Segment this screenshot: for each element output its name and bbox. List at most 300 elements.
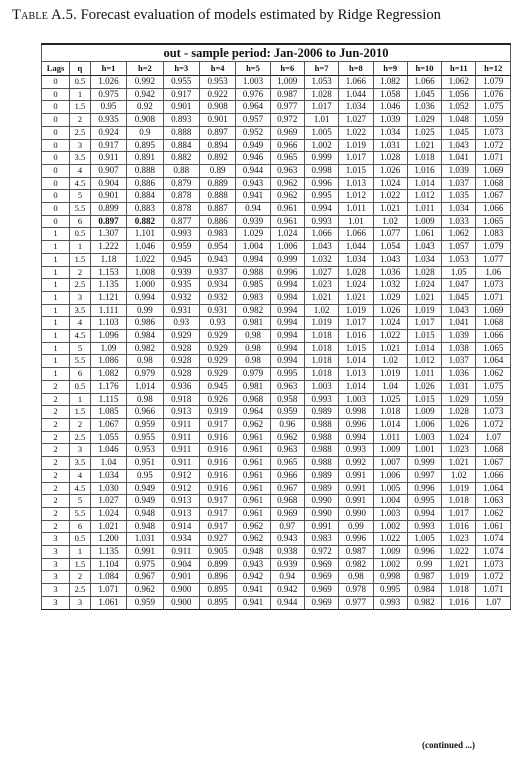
- value-cell: 0.901: [163, 101, 199, 114]
- table-row: [42, 88, 511, 101]
- value-cell: 1.017: [442, 507, 476, 520]
- value-cell: 1.101: [127, 228, 163, 241]
- table-row: [42, 444, 511, 457]
- eta-cell: 0.5: [70, 533, 91, 546]
- value-cell: 1.012: [407, 355, 441, 368]
- value-cell: 1.017: [339, 152, 373, 165]
- value-cell: 1.039: [373, 114, 407, 127]
- eta-cell: 5.5: [70, 203, 91, 216]
- value-cell: 0.896: [199, 571, 235, 584]
- forecast-table: [41, 43, 511, 610]
- value-cell: 1.06: [476, 266, 511, 279]
- value-cell: 0.992: [127, 76, 163, 89]
- value-cell: 0.949: [127, 482, 163, 495]
- value-cell: 1.01: [304, 114, 338, 127]
- eta-cell: 2.5: [70, 584, 91, 597]
- continued-note: (continued ...): [421, 740, 475, 750]
- value-cell: 1.065: [476, 342, 511, 355]
- value-cell: 0.879: [163, 177, 199, 190]
- table-row: [42, 304, 511, 317]
- value-cell: 0.959: [127, 418, 163, 431]
- value-cell: 0.945: [199, 380, 235, 393]
- lags-cell: 0: [42, 152, 70, 165]
- value-cell: 0.911: [163, 444, 199, 457]
- value-cell: 0.891: [127, 152, 163, 165]
- value-cell: 1.200: [90, 533, 126, 546]
- value-cell: 1.012: [407, 190, 441, 203]
- value-cell: 1.082: [373, 76, 407, 89]
- table-label: Table A.5.: [12, 7, 77, 23]
- value-cell: 0.972: [304, 546, 338, 559]
- table-row: [42, 330, 511, 343]
- value-cell: 0.954: [199, 241, 235, 254]
- lags-cell: 1: [42, 355, 70, 368]
- eta-cell: 1: [70, 88, 91, 101]
- value-cell: 0.97: [270, 520, 304, 533]
- value-cell: 0.917: [199, 495, 235, 508]
- value-cell: 0.888: [199, 190, 235, 203]
- value-cell: 1.024: [407, 279, 441, 292]
- value-cell: 0.984: [407, 584, 441, 597]
- value-cell: 1.034: [373, 126, 407, 139]
- value-cell: 0.975: [127, 558, 163, 571]
- value-cell: 0.993: [304, 215, 338, 228]
- column-header-row: [42, 62, 511, 76]
- value-cell: 0.942: [236, 571, 270, 584]
- lags-cell: 1: [42, 330, 70, 343]
- value-cell: 1.072: [476, 139, 511, 152]
- value-cell: 0.98: [339, 571, 373, 584]
- value-cell: 0.990: [339, 507, 373, 520]
- value-cell: 0.913: [163, 406, 199, 419]
- eta-cell: 3.5: [70, 304, 91, 317]
- value-cell: 0.912: [163, 482, 199, 495]
- value-cell: 0.972: [270, 114, 304, 127]
- value-cell: 0.884: [127, 190, 163, 203]
- value-cell: 1.006: [407, 418, 441, 431]
- value-cell: 1.071: [476, 584, 511, 597]
- value-cell: 1.036: [407, 101, 441, 114]
- value-cell: 0.93: [199, 317, 235, 330]
- eta-cell: 2: [70, 114, 91, 127]
- value-cell: 0.997: [407, 469, 441, 482]
- value-cell: 1.053: [304, 76, 338, 89]
- value-cell: 0.975: [90, 88, 126, 101]
- value-cell: 0.988: [304, 457, 338, 470]
- value-cell: 1.061: [476, 520, 511, 533]
- value-cell: 0.895: [127, 139, 163, 152]
- value-cell: 0.969: [270, 126, 304, 139]
- value-cell: 1.022: [127, 253, 163, 266]
- table-row: [42, 558, 511, 571]
- value-cell: 1.013: [339, 368, 373, 381]
- value-cell: 0.895: [199, 596, 235, 609]
- value-cell: 1.071: [476, 291, 511, 304]
- column-header: h=6: [270, 62, 304, 76]
- value-cell: 1.034: [339, 253, 373, 266]
- table-row: [42, 342, 511, 355]
- lags-cell: 3: [42, 558, 70, 571]
- eta-cell: 2: [70, 571, 91, 584]
- value-cell: 1.072: [476, 418, 511, 431]
- column-header: h=5: [236, 62, 270, 76]
- value-cell: 1.096: [90, 330, 126, 343]
- value-cell: 1.057: [442, 241, 476, 254]
- value-cell: 0.917: [90, 139, 126, 152]
- lags-cell: 3: [42, 584, 70, 597]
- value-cell: 1.031: [127, 533, 163, 546]
- value-cell: 1.009: [373, 546, 407, 559]
- value-cell: 0.882: [163, 152, 199, 165]
- value-cell: 0.994: [270, 330, 304, 343]
- value-cell: 0.895: [199, 584, 235, 597]
- column-header: h=1: [90, 62, 126, 76]
- value-cell: 1.02: [373, 355, 407, 368]
- value-cell: 1.062: [442, 228, 476, 241]
- value-cell: 0.962: [127, 584, 163, 597]
- lags-cell: 3: [42, 533, 70, 546]
- value-cell: 0.963: [270, 444, 304, 457]
- value-cell: 1.075: [476, 101, 511, 114]
- value-cell: 0.982: [236, 304, 270, 317]
- value-cell: 0.994: [339, 431, 373, 444]
- value-cell: 1.064: [476, 482, 511, 495]
- value-cell: 0.964: [236, 406, 270, 419]
- value-cell: 0.942: [270, 584, 304, 597]
- value-cell: 1.018: [304, 330, 338, 343]
- value-cell: 0.932: [163, 291, 199, 304]
- eta-cell: 5: [70, 342, 91, 355]
- column-header: h=11: [442, 62, 476, 76]
- value-cell: 1.026: [373, 304, 407, 317]
- value-cell: 0.912: [163, 469, 199, 482]
- value-cell: 0.995: [304, 190, 338, 203]
- value-cell: 0.989: [304, 469, 338, 482]
- value-cell: 0.996: [407, 546, 441, 559]
- value-cell: 0.963: [270, 164, 304, 177]
- value-cell: 1.066: [476, 469, 511, 482]
- value-cell: 0.934: [199, 279, 235, 292]
- value-cell: 0.928: [163, 355, 199, 368]
- value-cell: 0.942: [127, 88, 163, 101]
- value-cell: 0.964: [236, 101, 270, 114]
- lags-cell: 2: [42, 444, 70, 457]
- value-cell: 0.965: [270, 457, 304, 470]
- value-cell: 0.961: [236, 469, 270, 482]
- table-row: [42, 520, 511, 533]
- value-cell: 0.926: [199, 393, 235, 406]
- value-cell: 0.952: [236, 126, 270, 139]
- value-cell: 0.911: [163, 457, 199, 470]
- value-cell: 1.023: [442, 444, 476, 457]
- value-cell: 0.911: [163, 418, 199, 431]
- value-cell: 1.016: [339, 330, 373, 343]
- value-cell: 0.939: [270, 558, 304, 571]
- value-cell: 1.011: [407, 368, 441, 381]
- value-cell: 0.948: [236, 546, 270, 559]
- value-cell: 1.003: [304, 380, 338, 393]
- value-cell: 1.038: [442, 342, 476, 355]
- value-cell: 1.005: [373, 482, 407, 495]
- value-cell: 1.067: [476, 190, 511, 203]
- value-cell: 0.959: [270, 406, 304, 419]
- value-cell: 1.021: [407, 291, 441, 304]
- value-cell: 0.979: [236, 368, 270, 381]
- value-cell: 0.962: [236, 520, 270, 533]
- value-cell: 0.907: [90, 164, 126, 177]
- value-cell: 1.024: [373, 317, 407, 330]
- value-cell: 0.894: [199, 139, 235, 152]
- eta-cell: 6: [70, 368, 91, 381]
- value-cell: 1.045: [442, 291, 476, 304]
- lags-cell: 2: [42, 457, 70, 470]
- value-cell: 1.045: [407, 88, 441, 101]
- table-row: [42, 431, 511, 444]
- value-cell: 1.022: [442, 546, 476, 559]
- eta-cell: 4.5: [70, 330, 91, 343]
- value-cell: 0.977: [270, 101, 304, 114]
- value-cell: 1.083: [476, 228, 511, 241]
- value-cell: 1.072: [476, 571, 511, 584]
- value-cell: 1.016: [442, 520, 476, 533]
- value-cell: 1.028: [407, 266, 441, 279]
- value-cell: 0.99: [407, 558, 441, 571]
- value-cell: 0.893: [163, 114, 199, 127]
- value-cell: 1.014: [339, 355, 373, 368]
- value-cell: 1.082: [90, 368, 126, 381]
- value-cell: 1.014: [373, 418, 407, 431]
- value-cell: 0.966: [270, 469, 304, 482]
- value-cell: 1.066: [407, 76, 441, 89]
- value-cell: 1.066: [304, 228, 338, 241]
- table-row: [42, 241, 511, 254]
- value-cell: 1.004: [236, 241, 270, 254]
- value-cell: 0.899: [90, 203, 126, 216]
- value-cell: 1.017: [304, 101, 338, 114]
- value-cell: 1.004: [373, 495, 407, 508]
- value-cell: 0.958: [270, 393, 304, 406]
- value-cell: 0.983: [304, 533, 338, 546]
- value-cell: 0.991: [339, 495, 373, 508]
- value-cell: 0.941: [236, 190, 270, 203]
- value-cell: 1.019: [304, 317, 338, 330]
- value-cell: 0.905: [199, 546, 235, 559]
- value-cell: 0.935: [90, 114, 126, 127]
- value-cell: 0.993: [304, 393, 338, 406]
- value-cell: 0.961: [270, 215, 304, 228]
- value-cell: 1.009: [407, 215, 441, 228]
- eta-cell: 2.5: [70, 431, 91, 444]
- value-cell: 0.944: [270, 596, 304, 609]
- value-cell: 1.009: [373, 444, 407, 457]
- value-cell: 0.983: [199, 228, 235, 241]
- value-cell: 0.916: [199, 444, 235, 457]
- lags-cell: 0: [42, 203, 70, 216]
- eta-cell: 4.5: [70, 482, 91, 495]
- column-header: h=10: [407, 62, 441, 76]
- column-header: η: [70, 62, 91, 76]
- value-cell: 1.074: [476, 533, 511, 546]
- table-row: [42, 253, 511, 266]
- value-cell: 0.981: [236, 317, 270, 330]
- value-cell: 0.916: [199, 431, 235, 444]
- value-cell: 0.917: [199, 520, 235, 533]
- value-cell: 0.897: [199, 126, 235, 139]
- value-cell: 1.011: [339, 203, 373, 216]
- value-cell: 1.02: [442, 469, 476, 482]
- value-cell: 1.068: [476, 317, 511, 330]
- value-cell: 0.916: [199, 469, 235, 482]
- value-cell: 1.111: [90, 304, 126, 317]
- value-cell: 1.018: [304, 355, 338, 368]
- value-cell: 1.027: [90, 495, 126, 508]
- value-cell: 1.027: [304, 266, 338, 279]
- value-cell: 1.013: [339, 177, 373, 190]
- value-cell: 0.994: [270, 291, 304, 304]
- value-cell: 0.962: [236, 533, 270, 546]
- value-cell: 0.953: [127, 444, 163, 457]
- lags-cell: 1: [42, 279, 70, 292]
- value-cell: 1.029: [373, 291, 407, 304]
- value-cell: 0.936: [163, 380, 199, 393]
- value-cell: 0.961: [236, 444, 270, 457]
- value-cell: 1.022: [373, 533, 407, 546]
- value-cell: 0.984: [127, 330, 163, 343]
- value-cell: 0.987: [270, 88, 304, 101]
- value-cell: 1.066: [476, 330, 511, 343]
- value-cell: 1.073: [476, 406, 511, 419]
- value-cell: 0.882: [127, 215, 163, 228]
- value-cell: 1.018: [304, 368, 338, 381]
- value-cell: 1.007: [373, 457, 407, 470]
- value-cell: 1.026: [442, 418, 476, 431]
- value-cell: 1.021: [304, 291, 338, 304]
- value-cell: 1.067: [90, 418, 126, 431]
- table-row: [42, 152, 511, 165]
- value-cell: 1.019: [339, 304, 373, 317]
- value-cell: 1.069: [476, 164, 511, 177]
- value-cell: 0.897: [90, 215, 126, 228]
- value-cell: 1.09: [90, 342, 126, 355]
- eta-cell: 4.5: [70, 177, 91, 190]
- value-cell: 0.961: [236, 507, 270, 520]
- value-cell: 1.037: [442, 177, 476, 190]
- value-cell: 1.065: [476, 215, 511, 228]
- value-cell: 1.048: [442, 114, 476, 127]
- value-cell: 1.019: [442, 571, 476, 584]
- lags-cell: 1: [42, 368, 70, 381]
- value-cell: 1.059: [476, 393, 511, 406]
- value-cell: 1.071: [90, 584, 126, 597]
- value-cell: 0.929: [199, 368, 235, 381]
- value-cell: 1.062: [442, 76, 476, 89]
- value-cell: 0.962: [270, 177, 304, 190]
- table-row: [42, 507, 511, 520]
- lags-cell: 3: [42, 596, 70, 609]
- value-cell: 1.000: [127, 279, 163, 292]
- value-cell: 1.024: [270, 228, 304, 241]
- value-cell: 0.88: [163, 164, 199, 177]
- value-cell: 0.967: [127, 571, 163, 584]
- value-cell: 0.982: [339, 558, 373, 571]
- value-cell: 1.085: [90, 406, 126, 419]
- value-cell: 0.913: [163, 495, 199, 508]
- value-cell: 0.994: [304, 203, 338, 216]
- value-cell: 1.015: [339, 164, 373, 177]
- value-cell: 1.076: [476, 88, 511, 101]
- period-header: out - sample period: Jan-2006 to Jun-2010: [42, 44, 511, 62]
- value-cell: 0.943: [270, 533, 304, 546]
- value-cell: 1.018: [442, 584, 476, 597]
- eta-cell: 6: [70, 520, 91, 533]
- eta-cell: 3: [70, 596, 91, 609]
- value-cell: 1.022: [373, 190, 407, 203]
- value-cell: 0.917: [163, 88, 199, 101]
- value-cell: 0.978: [339, 584, 373, 597]
- value-cell: 0.988: [304, 444, 338, 457]
- table-row: [42, 177, 511, 190]
- value-cell: 1.019: [407, 304, 441, 317]
- value-cell: 1.015: [339, 342, 373, 355]
- value-cell: 1.014: [407, 177, 441, 190]
- eta-cell: 5.5: [70, 355, 91, 368]
- value-cell: 1.036: [373, 266, 407, 279]
- value-cell: 0.943: [236, 177, 270, 190]
- table-row: [42, 291, 511, 304]
- table-row: [42, 101, 511, 114]
- value-cell: 0.966: [270, 139, 304, 152]
- value-cell: 1.011: [407, 203, 441, 216]
- column-header: h=8: [339, 62, 373, 76]
- value-cell: 1.043: [442, 139, 476, 152]
- eta-cell: 0.5: [70, 228, 91, 241]
- eta-cell: 2: [70, 266, 91, 279]
- value-cell: 1.001: [407, 444, 441, 457]
- value-cell: 1.026: [407, 380, 441, 393]
- value-cell: 1.043: [304, 241, 338, 254]
- value-cell: 0.884: [163, 139, 199, 152]
- value-cell: 0.999: [304, 152, 338, 165]
- value-cell: 0.994: [236, 253, 270, 266]
- value-cell: 1.027: [339, 114, 373, 127]
- value-cell: 1.018: [304, 342, 338, 355]
- value-cell: 0.999: [270, 253, 304, 266]
- lags-cell: 2: [42, 507, 70, 520]
- table-row: [42, 76, 511, 89]
- lags-cell: 0: [42, 101, 70, 114]
- eta-cell: 3: [70, 139, 91, 152]
- value-cell: 1.077: [373, 228, 407, 241]
- value-cell: 0.955: [163, 76, 199, 89]
- lags-cell: 1: [42, 342, 70, 355]
- value-cell: 1.115: [90, 393, 126, 406]
- value-cell: 1.026: [373, 164, 407, 177]
- value-cell: 1.034: [442, 203, 476, 216]
- value-cell: 1.024: [442, 431, 476, 444]
- eta-cell: 1.5: [70, 558, 91, 571]
- value-cell: 1.071: [476, 152, 511, 165]
- value-cell: 1.023: [304, 279, 338, 292]
- column-header: h=2: [127, 62, 163, 76]
- value-cell: 1.068: [476, 444, 511, 457]
- value-cell: 0.922: [199, 88, 235, 101]
- value-cell: 0.983: [236, 291, 270, 304]
- value-cell: 0.878: [163, 190, 199, 203]
- table-caption: [12, 7, 522, 24]
- value-cell: 1.032: [304, 253, 338, 266]
- lags-cell: 2: [42, 520, 70, 533]
- value-cell: 1.103: [90, 317, 126, 330]
